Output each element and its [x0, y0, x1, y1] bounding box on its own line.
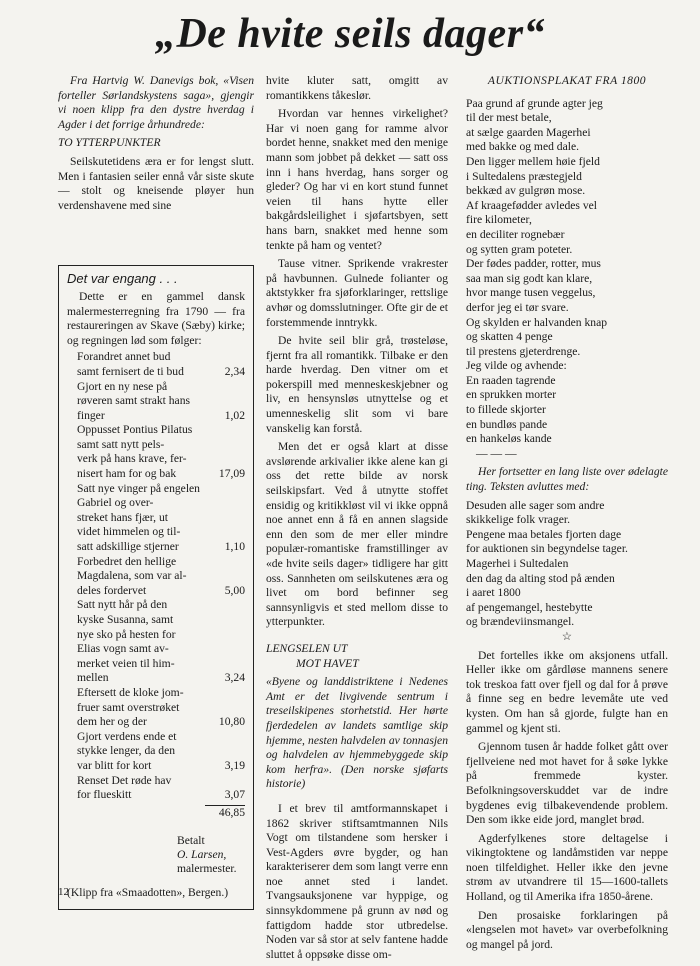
invoice-line-text: videt himmelen og til-: [77, 525, 181, 539]
auction-verse: [466, 97, 668, 447]
verse-line: skikkelige folk vrager.: [466, 513, 570, 527]
verse-line: og brændeviinsmangel.: [466, 615, 575, 629]
star-divider: ☆: [561, 629, 573, 643]
invoice-line-amount: 3,07: [224, 788, 245, 802]
note: Her fortsetter en lang liste over ødelagte ting. Teksten avluttes med:: [466, 465, 668, 494]
signature: [67, 834, 245, 876]
separator-dash: — — —: [476, 446, 517, 460]
invoice-line: [67, 482, 245, 511]
invoice-line-amount: 3,19: [224, 758, 245, 772]
paragraph: Hvordan var hennes virkelighet? Har vi noen gang for ramme alvor bordet henne, snakket med den menige mann som jobbet på dekket — satt oss inn i hans hverdag, hans sorger og gleder? Og har vi en kort stund funnet veien til hans hytte eller bakgårdsleilighet i sjøfartsbyen, sett hans barn, snakket med henne som tenkte på ham og ventet?: [266, 107, 448, 252]
invoice-line: [67, 657, 245, 672]
signature-line: O. Larsen,: [177, 848, 227, 862]
invoice-line: [67, 715, 245, 730]
verse-line: for auktionen sin begyndelse tager.: [466, 542, 628, 556]
invoice-line: [67, 788, 245, 803]
verse-line: Magerhei i Sultedalen: [466, 557, 569, 570]
verse-line: derfor jeg ei tør svare.: [466, 300, 569, 314]
verse-line: fire kilometer,: [466, 213, 532, 227]
signature-line: Betalt: [177, 834, 205, 848]
invoice-line-text: deles fordervet: [77, 583, 147, 597]
paragraph: Agderfylkenes store deltagelse i vikingtoktene og landåmstiden var neppe noen tilfeldighet. Heller ikke den jevne strøm av utvandrere til 15—1600-tallets Holland, og til Amerika ifra 1850-årene.: [466, 831, 668, 904]
invoice-line-text: Forbedret den hellige: [77, 554, 177, 568]
invoice-line: [67, 613, 245, 628]
verse-line: en bundløs pande: [466, 417, 548, 431]
invoice-line: [67, 686, 245, 701]
invoice-line: [67, 701, 245, 716]
quote: «Byene og landdistriktene i Nedenes Amt er det livgivende sentrum i treseilskipenes storhetstid. Her hørte fjerdedelen av landets samtlige skip hjemme, nesten halvdelen av tonnasjen og halvdelen av hjemmebyggede skip kom herfra». (Den norske sjøfarts historie): [266, 675, 448, 791]
invoice-line-text: nisert ham for og bak: [77, 467, 177, 481]
invoice-line-text: samt fernisert de ti bud: [77, 364, 184, 378]
column-2: [266, 74, 448, 966]
invoice-line: [67, 452, 245, 467]
invoice-line-text: Satt nytt hår på den: [77, 598, 168, 612]
invoice-line-text: mellen: [77, 671, 109, 685]
auction-verse-end: [466, 499, 668, 630]
verse-line: bekkæd av gulgrøn mose.: [466, 184, 586, 198]
invoice-line-text: finger: [77, 408, 105, 422]
invoice-line-text: Renset Det røde hav: [77, 773, 172, 787]
invoice-line-amount: 1,10: [224, 540, 245, 554]
verse-line: Desuden alle sager som andre: [466, 498, 605, 512]
verse-line: Der fødes padder, rotter, mus: [466, 257, 601, 271]
verse-line: en sprukken morter: [466, 388, 557, 402]
invoice-line-text: Gjort verdens ende et: [77, 729, 177, 743]
verse-line: saa man sig godt kan klare,: [466, 271, 593, 285]
verse-line: hvor mange tusen veggelus,: [466, 286, 596, 300]
invoice-line: [67, 774, 245, 789]
invoice-line-text: stykke lenger, da den: [77, 744, 176, 758]
invoice-line: [67, 598, 245, 613]
verse-line: af pengemangel, hestebytte: [466, 600, 593, 614]
invoice-line-text: streket hans fjær, ut: [77, 510, 168, 524]
to-ytterpunkter-text: Seilskutetidens æra er for lengst slutt. Men i fantasien seiler ennå vår siste skute — stolt og kneisende pløyer hun verdenshavene med sine: [58, 154, 254, 212]
invoice-line-text: Magdalena, som var al-: [77, 569, 187, 583]
paragraph: Men det er også klart at disse avslørende arkivalier ikke alene kan gi oss det rette bilde av norsk seilskipsfart. Ved å utnytte stoffet ensidig og kritikkløst vil vi ikke oppnå noe annet enn å få en annen slagside enn den som de mer eller mindre populær-romantiske framstillinger av «de hvite seils dager» tidligere har gitt oss. Sannheten om seilskutenes æra og livet om bord befinner seg sannsynligvis et sted mellom disse to ytterpunkter.: [266, 440, 448, 629]
invoice-line: [67, 409, 245, 424]
verse-line: til prestens gjeterdrenge.: [466, 344, 581, 358]
invoice-line: [67, 380, 245, 395]
column-1: [58, 74, 254, 910]
verse-line: Paa grund af grunde agter jeg: [466, 96, 603, 110]
heading-mot-havet: MOT HAVET: [296, 656, 359, 670]
verse-line: Den ligger mellem høie fjeld: [466, 154, 600, 168]
invoice-line-text: Forandret annet bud: [77, 350, 171, 364]
invoice-line-text: dem her og der: [77, 715, 147, 729]
verse-line: Pengene maa betales fjorten dage: [466, 527, 622, 541]
article-title: „De hvite seils dager“: [154, 11, 546, 57]
invoice-line-amount: 3,24: [224, 671, 245, 685]
verse-line: Af kraagefødder avledes vel: [466, 198, 598, 212]
invoice-line-amount: 10,80: [218, 715, 245, 729]
verse-line: to fillede skjorter: [466, 403, 546, 417]
verse-line: en deciliter rognebær: [466, 227, 565, 241]
invoice-total: 46,85: [205, 805, 245, 821]
paragraph: Det fortelles ikke om aksjonens utfall. Heller ikke om gårdløse mannens senere tok treskoa fatt over fjell og dal for å prøve å finne seg en bedre levemåte ute ved kysten. Om han så gjorde, fulgte han en gammel og kjent sti.: [466, 648, 668, 735]
invoice-line-text: nye sko på hesten for: [77, 627, 176, 641]
invoice-line: [67, 423, 245, 452]
verse-line: Jeg vilde og avhende:: [466, 359, 567, 373]
signature-line: malermester.: [177, 862, 237, 876]
invoice-line-text: Satt nye vinger på engelen Gabriel og over-: [77, 481, 200, 510]
invoice-line: [67, 671, 245, 686]
invoice-line-text: Oppusset Pontius Pilatus samt satt nytt pels-: [77, 423, 193, 451]
invoice-line: [67, 365, 245, 380]
verse-line: den dag da alting stod på ænden: [466, 571, 615, 585]
invoice-line: [67, 759, 245, 774]
verse-line: til der mest betale,: [466, 111, 552, 125]
box-intro: Dette er en gammel dansk malermesterregning fra 1790 — fra restaureringen av Skave (Sæby) kirke; og regningen lød som følger:: [67, 289, 245, 347]
invoice-line-text: fruer samt overstrøket: [77, 700, 180, 714]
invoice-line-text: merket veien til him-: [77, 656, 175, 670]
verse-line: at sælge gaarden Magerhei: [466, 125, 591, 139]
paragraph: Tause vitner. Sprikende vrakrester på havbunnen. Gulnede folianter og aktstykker fra sjøforklaringer, rettslige avhør og domsslutninger. Ofte gir de et forstemmende inntrykk.: [266, 257, 448, 329]
paragraph: De hvite seil blir grå, trøsteløse, fjernt fra all romantikk. Tilbake er den harde hverdag. Den vitner om et pokerspill med menneskeskjebner og liv, en hensynsløs utnyttelse og et umenneskelig slit som vi bare vanskelig kan forstå.: [266, 334, 448, 435]
invoice-line-text: for flueskitt: [77, 788, 132, 802]
invoice-line-text: satt adskillige stjerner: [77, 540, 179, 554]
invoice-line-text: Eftersett de kloke jom-: [77, 685, 184, 699]
invoice-line: [67, 525, 245, 540]
paragraph: hvite kluter satt, omgitt av romantikkens tåkeslør.: [266, 74, 448, 102]
invoice-box: [58, 265, 254, 910]
invoice-line-text: kyske Susanna, samt: [77, 613, 174, 626]
invoice-line: [67, 555, 245, 570]
invoice-line: [67, 540, 245, 555]
verse-line: og skatten 4 penge: [466, 330, 553, 344]
invoice-line: [67, 628, 245, 643]
heading-to-ytterpunkter: TO YTTERPUNKTER: [58, 136, 161, 150]
invoice-line-amount: 2,34: [224, 364, 245, 378]
invoice-line: [67, 467, 245, 482]
verse-line: En raaden tagrende: [466, 373, 556, 387]
verse-line: med bakke og med dale.: [466, 140, 579, 154]
invoice-line-amount: 17,09: [218, 467, 245, 481]
invoice-line-text: Gjort en ny nese på: [77, 379, 168, 393]
verse-line: en hankeløs kande: [466, 432, 552, 446]
paragraph: I et brev til amtformannskapet i 1862 skriver stiftsamtmannen Nils Vogt om tilstandene som hersker i Vest-Agders øvre bygder, og han karakteriserer dem som langt verre enn noe annet sted i landet. Tvangsauksjonene var hyppige, og sinnsykdommene på grunn av nød og fattigdom hadde stor utbredelse. Noden var så stor at selv fantene hadde sluttet å oppsøke disse om-: [266, 801, 448, 961]
verse-line: Og skylden er halvanden knap: [466, 315, 608, 329]
invoice-line: [67, 584, 245, 599]
invoice-line: [67, 744, 245, 759]
verse-line: og sytten gram poteter.: [466, 242, 573, 256]
invoice-line-text: røveren samt strakt hans: [77, 394, 191, 408]
verse-line: i aaret 1800: [466, 586, 521, 600]
invoice-line: [67, 642, 245, 657]
invoice-line: [67, 511, 245, 526]
paragraph: Den prosaiske forklaringen på «lengselen mot havet» var overbefolkning og mangel på jord.: [466, 908, 668, 951]
invoice-line-text: Elias vogn samt av-: [77, 642, 169, 656]
paragraph: Gjennom tusen år hadde folket gått over fjellveiene ned mot havet for å søke lykke på fremmede kyster. Befolkningsoverskuddet var de indre bygdenes evig tilbakevendende problem. Den som ikke eide jord, manglet brød.: [466, 740, 668, 827]
invoice-line: [67, 730, 245, 745]
invoice-line: [67, 350, 245, 365]
box-title: Det var engang . . .: [67, 271, 178, 287]
invoice-line-amount: 5,00: [224, 583, 245, 597]
intro-text: Fra Hartvig W. Danevigs bok, «Visen forteller Sørlandskystens saga», gjengir vi noen klipp fra den dystre hverdag i Agder i det forrige århundrede:: [58, 74, 254, 131]
auction-poster-title: AUKTIONSPLAKAT FRA 1800: [487, 74, 647, 87]
invoice-lines: [67, 350, 245, 802]
page-number: 12: [58, 886, 69, 898]
column-3: [466, 74, 668, 956]
invoice-line: [67, 569, 245, 584]
clip-source: (Klipp fra «Smaadotten», Bergen.): [67, 886, 229, 900]
heading-lengselen: LENGSELEN UT: [266, 641, 348, 655]
invoice-line-text: var blitt for kort: [77, 758, 152, 772]
invoice-line: [67, 394, 245, 409]
invoice-line-text: verk på hans krave, fer-: [77, 452, 187, 466]
invoice-line-amount: 1,02: [224, 408, 245, 422]
verse-line: i Sultedalens præstegjeld: [466, 169, 582, 183]
